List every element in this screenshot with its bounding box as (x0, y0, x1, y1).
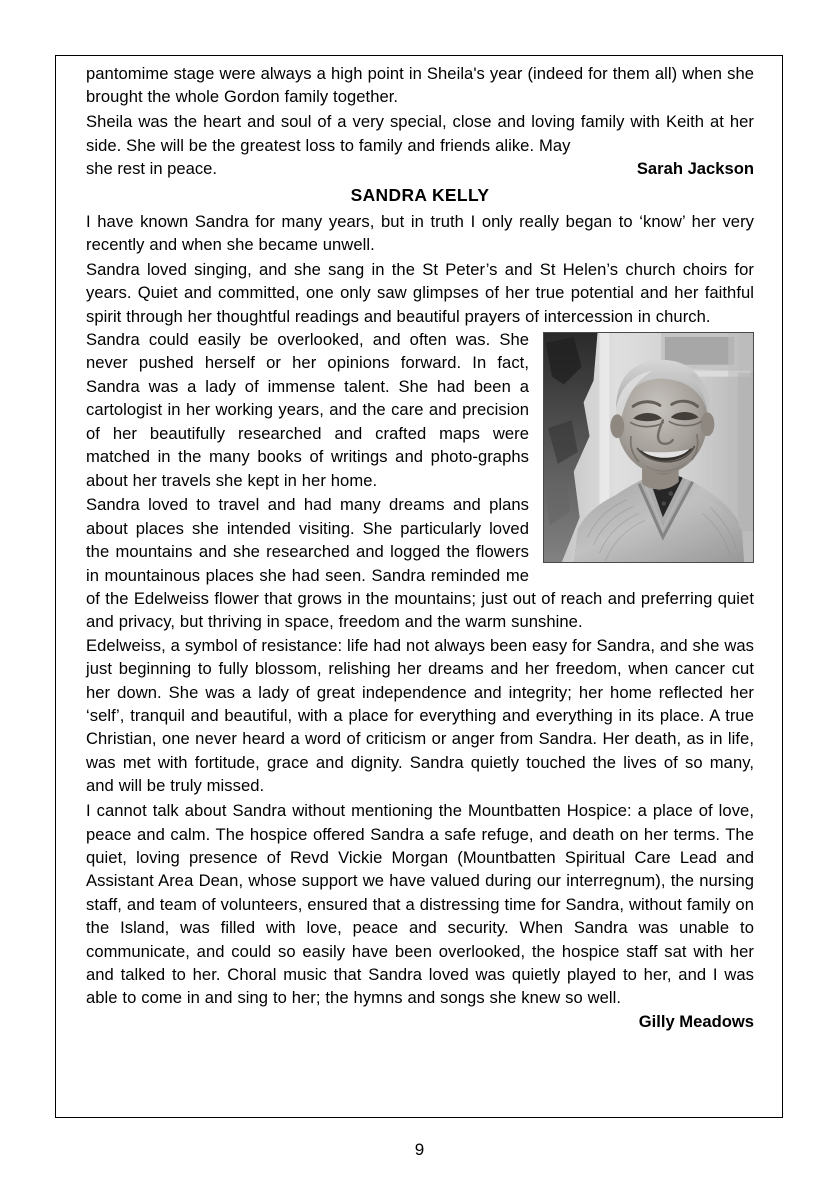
article-paragraph-4: Sandra loved to travel and had many dreams and plans about places she intended visiting. She particularly loved the mountains and she researched and logged the flowers in mountainous places she had seen. Sandra reminded me of the Edelweiss flower that grows in the mountains; just out of reach and preferring quiet and privacy, but thriving in space, freedom and the warm sunshine. (86, 495, 754, 632)
article-paragraph-3: Sandra could easily be overlooked, and often was. She never pushed herself or her opinions forward. In fact, Sandra was a lady of immense talent. She had been a cartologist in her working years, and the care and precision of her beautifully researched and crafted maps were matched in the many books of writings and photo-graphs about her travels she kept in her home. (86, 330, 529, 490)
article-content (86, 62, 754, 1112)
portrait-photo-wrap (543, 332, 754, 563)
article-paragraph-6: I cannot talk about Sandra without mentioning the Mountbatten Hospice: a place of love, peace and calm. The hospice offered Sandra a safe refuge, and death on her terms. The quiet, loving presence of Revd Vickie Morgan (Mountbatten Spiritual Care Lead and Assistant Area Dean, whose support we have valued during our interregnum), the nursing staff, and team of volunteers, ensured that a distressing time for Sandra, without family on the Island, was filled with love, peace and security. When Sandra was unable to communicate, and could so easily have been overlooked, the hospice staff sat with her and talked to her. Choral music that Sandra loved was quietly played to her, and I was able to come in and sing to her; the hymns and songs she knew so well. (86, 801, 754, 1008)
previous-article-signature: Sarah Jackson (636, 159, 754, 179)
article-paragraph-2: Sandra loved singing, and she sang in the St Peter’s and St Helen’s church choirs for years. Quiet and committed, one only saw glimpses of her true potential and her faithful spirit through her thoughtful readings and beautiful prayers of intercession in church. (86, 259, 754, 326)
page-number: 9 (414, 1140, 425, 1159)
previous-article-closing-line (86, 157, 754, 180)
article-paragraph-5: Edelweiss, a symbol of resistance: life had not always been easy for Sandra, and she was just beginning to fully blossom, relishing her dreams and her freedom, when cancer cut her down. She was a lady of great independence and integrity; her home reflected her ‘self’, tranquil and beautiful, with a place for everything and everything in its place. A true Christian, one never heard a word of criticism or anger from Sandra. Her death, as in life, was met with fortitude, grace and dignity. Sandra quietly touched the lives of so many, and will be truly missed. (86, 635, 754, 796)
previous-article-closing-text: she rest in peace. (86, 159, 217, 179)
previous-article-paragraph-1: pantomime stage were always a high point in Sheila's year (indeed for them all) when she brought the whole Gordon family together. (86, 64, 754, 107)
article-signature: Gilly Meadows (638, 1011, 754, 1031)
previous-article-paragraph-2: Sheila was the heart and soul of a very special, close and loving family with Keith at her side. She will be the greatest loss to family and friends alike. May (86, 112, 754, 155)
section-heading-sandra-kelly: SANDRA KELLY (350, 184, 490, 205)
article-paragraph-1: I have known Sandra for many years, but in truth I only really began to ‘know’ her very recently and when she became unwell. (86, 211, 754, 254)
portrait-photo-sandra (543, 332, 754, 563)
